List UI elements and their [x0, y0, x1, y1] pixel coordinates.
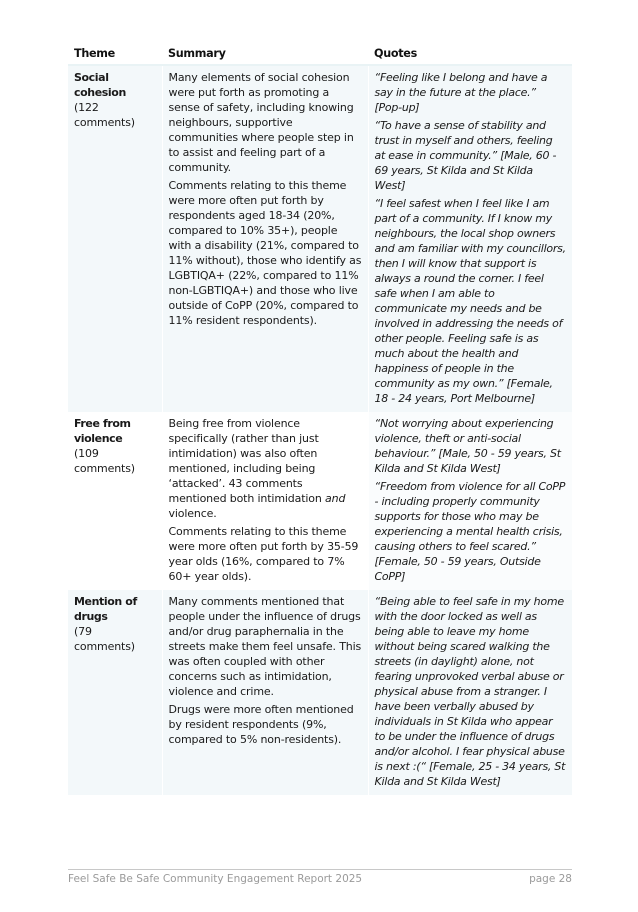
header-theme: Theme [68, 44, 162, 65]
quotes-cell [368, 65, 572, 412]
summary-cell [162, 590, 368, 795]
theme-cell [68, 590, 162, 795]
summary-paragraph: Drugs were more often mentioned by resident respondents (9%, compared to 5% non-residents). [168, 703, 354, 746]
theme-comment-count: (122 comments) [74, 101, 135, 129]
summary-text: violence. [168, 507, 217, 520]
summary-paragraph [169, 416, 362, 521]
quote: “I feel safest when I feel like I am part of a community. If I know my neighbours, the local shop owners and am familiar with my councillors, then I will know that support is always a round the corner. I feel safe when I am able to communicate my needs and be involved in addressing the needs of other people. Feeling safe is as much about the health and happiness of people in the community as my own.” [Female, 18 - 24 years, Port Melbourne] [374, 197, 566, 405]
footer-report-title: Feel Safe Be Safe Community Engagement Report 2025 [68, 873, 363, 885]
header-quotes: Quotes [368, 44, 572, 65]
theme-name: Free from violence [74, 417, 131, 445]
quote: “Being able to feel safe in my home with the door locked as well as being able to leave my home without being scared walking the streets (in daylight) alone, not fearing unprovoked verbal abuse or physical abuse from a stranger. I have been verbally abused by individuals in St Kilda who appear to be under the influence of drugs and/or alcohol. I fear physical abuse is next :(“ [Female, 25 - 34 years, St Kilda and St Kilda West] [374, 595, 566, 788]
quote: “Feeling like I belong and have a say in the future at the place.” [Pop-up] [374, 71, 548, 114]
header-summary: Summary [162, 44, 368, 65]
themes-table [68, 44, 572, 795]
summary-emphasis: and [325, 492, 346, 505]
quote: “To have a sense of stability and trust in myself and others, feeling at ease in community.” [Male, 60 - 69 years, St Kilda and St Kilda West] [374, 119, 557, 192]
theme-comment-count: (79 comments) [74, 625, 135, 653]
theme-comment-count: (109 comments) [74, 447, 135, 475]
table-row-social-cohesion [68, 65, 572, 412]
quotes-cell [368, 412, 572, 590]
quote: “Freedom from violence for all CoPP - including properly community supports for those who may be experiencing a mental health crisis, causing others to feel scared.” [Female, 50 - 59 years, Outside CoPP] [374, 480, 566, 583]
summary-paragraph: Many comments mentioned that people under the influence of drugs and/or drug paraphernalia in the streets make them feel unsafe. This was often coupled with other concerns such as intimidation, violence and crime. [168, 595, 362, 698]
quotes-cell [368, 590, 572, 795]
summary-cell [162, 65, 368, 412]
table-row-mention-of-drugs [68, 590, 572, 795]
theme-name: Social cohesion [74, 71, 126, 99]
summary-paragraph: Many elements of social cohesion were put forth as promoting a sense of safety, including knowing neighbours, supportive communities where people step in to assist and feeling part of a community. [168, 71, 354, 174]
summary-paragraph: Comments relating to this theme were more often put forth by respondents aged 18-34 (20%, compared to 10% 35+), people with a disability (21%, compared to 11% without), those who identify as LGBTIQA+ (22%, compared to 11% non-LGBTIQA+) and those who live outside of CoPP (20%, compared to 11% resident respondents). [168, 179, 362, 327]
quote: “Not worrying about experiencing violence, theft or anti-social behaviour.” [Male, 50 - 59 years, St Kilda and St Kilda West] [374, 417, 561, 475]
theme-cell [68, 412, 162, 590]
footer-page-number: page 28 [529, 873, 572, 885]
summary-cell [162, 412, 368, 590]
table-header-row [68, 44, 572, 65]
table-row-free-from-violence [68, 412, 572, 590]
theme-name: Mention of drugs [74, 595, 137, 623]
page-footer [68, 869, 572, 885]
document-page [68, 44, 572, 795]
summary-paragraph: Comments relating to this theme were more often put forth by 35-59 year olds (16%, compared to 7% 60+ year olds). [168, 525, 359, 583]
summary-text: Being free from violence specifically (rather than just intimidation) was also often mentioned, including being ‘attacked’. 43 comments mentioned both intimidation [168, 417, 326, 505]
theme-cell [68, 65, 162, 412]
